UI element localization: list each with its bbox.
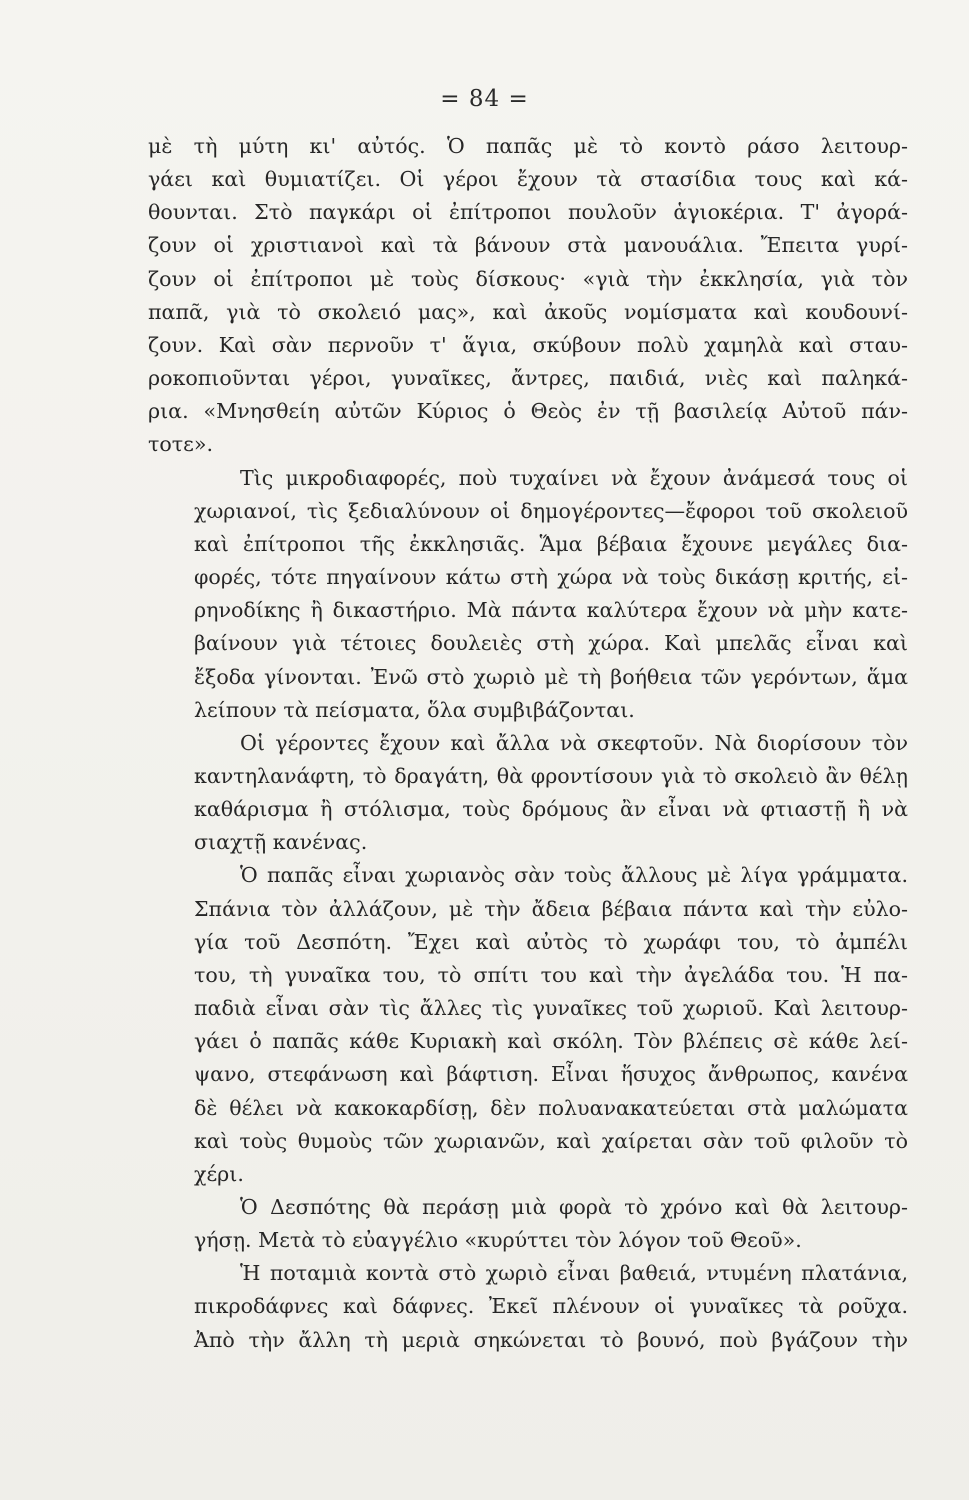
paragraph bbox=[148, 1191, 908, 1257]
text-line: ἔξοδα γίνονται. Ἐνῶ στὸ χωριὸ μὲ τὴ βοήθεια τῶν γερόντων, ἅμα bbox=[194, 664, 908, 689]
text-line: ζουν οἱ ἐπίτροποι μὲ τοὺς δίσκους· «γιὰ τὴν ἐκκλησία, γιὰ τὸν bbox=[148, 266, 908, 291]
text-line: Ὁ Δεσπότης θὰ περάσῃ μιὰ φορὰ τὸ χρόνο καὶ θὰ λειτουρ- bbox=[240, 1195, 908, 1219]
text-line: ροκοπιοῦνται γέροι, γυναῖκες, ἄντρες, παιδιά, νιὲς καὶ παληκά- bbox=[148, 366, 908, 391]
text-line: ζουν. Καὶ σὰν περνοῦν τ' ἅγια, σκύβουν πολὺ χαμηλὰ καὶ σταυ- bbox=[148, 332, 908, 357]
text-line: ζουν οἱ χριστιανοὶ καὶ τὰ βάνουν στὰ μανουάλια. Ἔπειτα γυρί- bbox=[148, 233, 908, 258]
text-line: Σπάνια τὸν ἀλλάζουν, μὲ τὴν ἄδεια βέβαια πάντα καὶ τὴν εὐλο- bbox=[194, 896, 908, 921]
text-line: Ἡ ποταμιὰ κοντὰ στὸ χωριὸ εἶναι βαθειά, ντυμένη πλατάνια, bbox=[240, 1261, 908, 1286]
text-line: καὶ τοὺς θυμοὺς τῶν χωριανῶν, καὶ χαίρεται σὰν τοῦ φιλοῦν τὸ bbox=[194, 1128, 908, 1153]
text-line: βαίνουν γιὰ τέτοιες δουλειὲς στὴ χώρα. Καὶ μπελᾶς εἶναι καὶ bbox=[194, 631, 908, 656]
paragraph bbox=[148, 130, 908, 462]
text-line: γάει καὶ θυμιατίζει. Οἱ γέροι ἔχουν τὰ στασίδια τους καὶ κά- bbox=[148, 167, 908, 192]
text-line: γία τοῦ Δεσπότη. Ἔχει καὶ αὐτὸς τὸ χωράφι του, τὸ ἀμπέλι bbox=[194, 929, 908, 954]
text-line: Τὶς μικροδιαφορές, ποὺ τυχαίνει νὰ ἔχουν ἀνάμεσά τους οἱ bbox=[240, 465, 908, 490]
text-line: παδιὰ εἶναι σὰν τὶς ἄλλες τὶς γυναῖκες τοῦ χωριοῦ. Καὶ λειτουρ- bbox=[194, 996, 908, 1021]
text-line: γάει ὁ παπᾶς κάθε Κυριακὴ καὶ σκόλη. Τὸν βλέπεις σὲ κάθε λεί- bbox=[194, 1029, 908, 1054]
body-text bbox=[148, 130, 908, 1357]
page-number: = 84 = bbox=[440, 86, 529, 112]
text-line: καὶ ἐπίτροποι τῆς ἐκκλησιᾶς. Ἅμα βέβαια ἔχουνε μεγάλες δια- bbox=[194, 531, 908, 556]
text-line: τοτε». bbox=[148, 432, 213, 457]
text-line: του, τὴ γυναῖκα του, τὸ σπίτι του καὶ τὴν ἀγελάδα του. Ἡ πα- bbox=[194, 962, 908, 987]
text-line: μὲ τὴ μύτη κι' αὐτός. Ὁ παπᾶς μὲ τὸ κοντὸ ράσο λειτουρ- bbox=[148, 134, 908, 158]
text-line: δὲ θέλει νὰ κακοκαρδίσῃ, δὲν πολυανακατεύεται στὰ μαλώματα bbox=[194, 1095, 908, 1120]
text-line: γήσῃ. Μετὰ τὸ εὐαγγέλιο «κυρύττει τὸν λόγον τοῦ Θεοῦ». bbox=[194, 1228, 802, 1253]
text-line: χέρι. bbox=[194, 1161, 244, 1186]
text-line: Οἱ γέροντες ἔχουν καὶ ἄλλα νὰ σκεφτοῦν. Νὰ διορίσουν τὸν bbox=[240, 730, 908, 755]
text-line: λείπουν τὰ πείσματα, ὅλα συμβιβάζονται. bbox=[194, 697, 635, 722]
text-line: φορές, τότε πηγαίνουν κάτω στὴ χώρα νὰ τοὺς δικάσῃ κριτής, εἰ- bbox=[194, 565, 908, 590]
text-line: Ἀπὸ τὴν ἄλλη τὴ μεριὰ σηκώνεται τὸ βουνό, ποὺ βγάζουν τὴν bbox=[194, 1327, 908, 1352]
paragraph bbox=[148, 727, 908, 860]
text-line: καθάρισμα ἢ στόλισμα, τοὺς δρόμους ἂν εἶναι νὰ φτιαστῇ ἢ νὰ bbox=[194, 797, 908, 822]
text-line: καντηλανάφτη, τὸ δραγάτη, θὰ φροντίσουν γιὰ τὸ σκολειὸ ἂν θέλῃ bbox=[194, 763, 908, 788]
text-line: σιαχτῇ κανένας. bbox=[194, 830, 368, 855]
text-line: θουνται. Στὸ παγκάρι οἱ ἐπίτροποι πουλοῦν ἁγιοκέρια. Τ' ἀγορά- bbox=[148, 200, 908, 225]
text-line: ψανο, στεφάνωση καὶ βάφτιση. Εἶναι ἥσυχος ἄνθρωπος, κανένα bbox=[194, 1062, 908, 1087]
text-line: πικροδάφνες καὶ δάφνες. Ἐκεῖ πλένουν οἱ γυναῖκες τὰ ροῦχα. bbox=[194, 1294, 908, 1319]
paragraph bbox=[148, 1257, 908, 1356]
text-line: παπᾶ, γιὰ τὸ σκολειό μας», καὶ ἀκοῦς νομίσματα καὶ κουδουνί- bbox=[148, 299, 908, 324]
paragraph bbox=[148, 462, 908, 727]
text-line: χωριανοί, τὶς ξεδιαλύνουν οἱ δημογέροντες—ἔφοροι τοῦ σκολειοῦ bbox=[194, 498, 908, 523]
paragraph bbox=[148, 859, 908, 1191]
text-line: ρια. «Μνησθείη αὐτῶν Κύριος ὁ Θεὸς ἐν τῇ βασιλείᾳ Αὐτοῦ πάν- bbox=[148, 399, 908, 424]
text-line: Ὁ παπᾶς εἶναι χωριανὸς σὰν τοὺς ἄλλους μὲ λίγα γράμματα. bbox=[240, 863, 908, 888]
text-line: ρηνοδίκης ἢ δικαστήριο. Μὰ πάντα καλύτερα ἔχουν νὰ μὴν κατε- bbox=[194, 598, 908, 623]
